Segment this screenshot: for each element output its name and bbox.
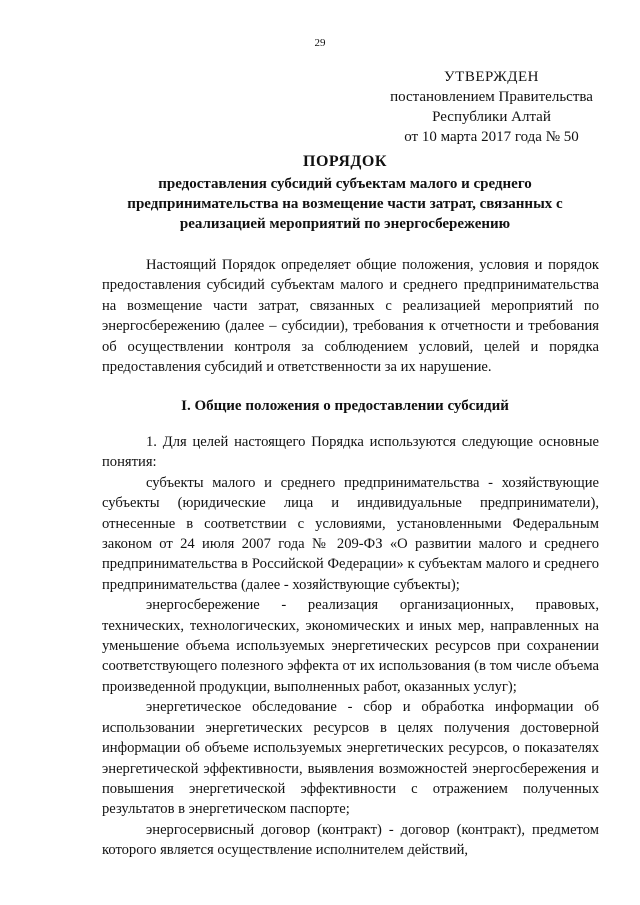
title-line: предоставления субсидий субъектам малого и среднего	[158, 176, 532, 192]
intro-section	[102, 255, 599, 377]
approval-stamp	[384, 67, 599, 147]
title-heading: ПОРЯДОК	[303, 153, 387, 170]
approval-line: Республики Алтай	[432, 109, 551, 125]
title-line: предпринимательства на возмещение части затрат, связанных с	[127, 196, 563, 212]
title-line: реализацией мероприятий по энергосбережению	[179, 216, 511, 232]
paragraph: энергетическое обследование - сбор и обработка информации об использовании энергетических ресурсов в целях получения достоверной информации об объеме используемых энергетических ресурсов, о показателях энергетической эффективности, выявления возможностей энергосбережения и повышения энергетической эффективности с отражением полученных результатов в энергетическом паспорте;	[102, 699, 599, 818]
page-number: 29	[314, 37, 326, 49]
section-heading: I. Общие положения о предоставлении субсидий	[181, 398, 509, 414]
paragraph: энергосервисный договор (контракт) - договор (контракт), предметом которого является осуществление исполнителем действий,	[102, 821, 599, 859]
approval-line: от 10 марта 2017 года № 50	[404, 129, 579, 145]
approval-line: постановлением Правительства	[390, 89, 593, 105]
section-body	[102, 432, 599, 861]
paragraph: энергосбережение - реализация организационных, правовых, технических, технологических, экономических и иных мер, направленных на уменьшение объема используемых энергетических ресурсов при сохранении соответствующего полезного эффекта от их использования (в том числе объема произведенной продукции, выполненных работ, оказанных услуг);	[102, 597, 599, 695]
approval-heading: УТВЕРЖДЕН	[444, 69, 539, 85]
intro-paragraph: Настоящий Порядок определяет общие положения, условия и порядок предоставления субсидий субъектам малого и среднего предпринимательства на возмещение части затрат, связанных с реализацией мероприятий по энергосбережению (далее – субсидии), требования к отчетности и требования об осуществлении контроля за соблюдением условий, целей и порядка предоставления субсидий и ответственности за их нарушение.	[102, 257, 599, 376]
document-title	[90, 152, 600, 234]
paragraph: субъекты малого и среднего предпринимательства - хозяйствующие субъекты (юридические лица и индивидуальные предприниматели), отнесенные в соответствии с условиями, установленными Федеральным законом от 24 июля 2007 года № 209-ФЗ «О развитии малого и среднего предпринимательства в Российской Федерации» к субъектам малого и среднего предпринимательства (далее - хозяйствующие субъекты);	[102, 474, 599, 593]
paragraph: 1. Для целей настоящего Порядка используются следующие основные понятия:	[102, 434, 599, 471]
